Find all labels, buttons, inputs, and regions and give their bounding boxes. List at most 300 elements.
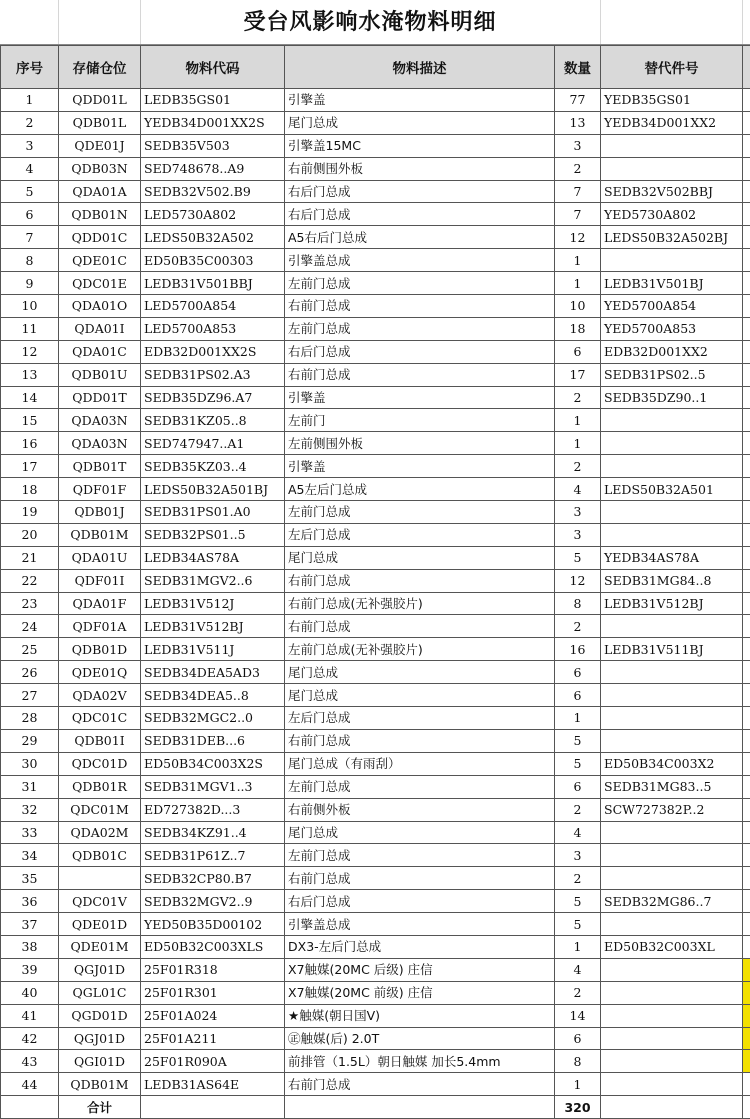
cell-code[interactable]: SEDB34DEA5AD3 [141,661,285,684]
cell-alt-part[interactable]: SEDB31MG84..8 [601,569,743,592]
cell-description[interactable]: 左前侧围外板 [285,432,555,455]
cell-description[interactable]: X7触媒(20MC 前级) 庄信 [285,981,555,1004]
cell-no[interactable]: 28 [1,707,59,730]
cell-location[interactable]: QDC01M [59,798,141,821]
cell-description[interactable]: 左前门 [285,409,555,432]
cell-quantity[interactable]: 12 [555,569,601,592]
cell-no[interactable]: 9 [1,272,59,295]
cell-no[interactable]: 10 [1,295,59,318]
cell-description[interactable]: 右前侧外板 [285,798,555,821]
cell-code[interactable]: YEDB34D001XX2S [141,111,285,134]
cell-quantity[interactable]: 2 [555,867,601,890]
cell-no[interactable]: 6 [1,203,59,226]
cell-no[interactable]: 8 [1,249,59,272]
cell-edge [743,226,750,249]
header-code[interactable]: 物料代码 [141,46,285,89]
cell-edge [743,363,750,386]
cell-no[interactable]: 5 [1,180,59,203]
cell-code[interactable]: SEDB31MGV1..3 [141,775,285,798]
cell-code[interactable]: LEDB31V512J [141,592,285,615]
cell-description[interactable]: 尾门总成 [285,821,555,844]
table-row [1,134,750,157]
cell-description[interactable]: 左前门总成 [285,775,555,798]
cell-alt-part[interactable]: LEDB31V501BJ [601,272,743,295]
total-cell-no[interactable] [1,1096,59,1119]
cell-description[interactable]: 尾门总成（有雨刮） [285,752,555,775]
cell-description[interactable]: 右前侧围外板 [285,157,555,180]
cell-quantity[interactable]: 5 [555,752,601,775]
cell-description[interactable]: 左前门总成 [285,501,555,524]
cell-location[interactable]: QDC01D [59,752,141,775]
cell-description[interactable]: 左后门总成 [285,523,555,546]
cell-alt-part[interactable]: YED5700A853 [601,317,743,340]
cell-quantity[interactable]: 1 [555,935,601,958]
cell-quantity[interactable]: 7 [555,180,601,203]
cell-description[interactable]: 右前门总成 [285,363,555,386]
cell-description[interactable]: 尾门总成 [285,684,555,707]
cell-location[interactable]: QDB01J [59,501,141,524]
cell-alt-part[interactable]: LEDB31V511BJ [601,638,743,661]
cell-description[interactable]: ★触媒(朝日国V) [285,1004,555,1027]
header-quantity[interactable]: 数量 [555,46,601,89]
cell-alt-part[interactable]: SEDB31PS02..5 [601,363,743,386]
cell-alt-part[interactable] [601,455,743,478]
cell-location[interactable]: QDB01R [59,775,141,798]
cell-location[interactable]: QDA02V [59,684,141,707]
table-row [1,546,750,569]
cell-alt-part[interactable]: EDB32D001XX2 [601,340,743,363]
cell-alt-part[interactable]: ED50B32C003XL [601,935,743,958]
cell-no[interactable]: 30 [1,752,59,775]
cell-location[interactable]: QDB01M [59,523,141,546]
cell-no[interactable]: 17 [1,455,59,478]
cell-alt-part[interactable]: YED5700A854 [601,295,743,318]
cell-location[interactable]: QDB01N [59,203,141,226]
cell-location[interactable]: QDB03N [59,157,141,180]
cell-code[interactable]: 25F01R301 [141,981,285,1004]
cell-alt-part[interactable]: SEDB32V502BBJ [601,180,743,203]
cell-code[interactable]: EDB32D001XX2S [141,340,285,363]
table-row [1,249,750,272]
cell-quantity[interactable]: 2 [555,981,601,1004]
cell-description[interactable]: 左前门总成 [285,317,555,340]
cell-code[interactable]: SEDB31KZ05..8 [141,409,285,432]
cell-location[interactable]: QDC01C [59,707,141,730]
cell-alt-part[interactable] [601,958,743,981]
cell-alt-part[interactable]: LEDS50B32A501 [601,478,743,501]
cell-code[interactable]: 25F01R090A [141,1050,285,1073]
cell-no[interactable]: 13 [1,363,59,386]
cell-location[interactable]: QDB01L [59,111,141,134]
cell-code[interactable]: SED748678..A9 [141,157,285,180]
cell-no[interactable]: 31 [1,775,59,798]
cell-no[interactable]: 15 [1,409,59,432]
cell-quantity[interactable]: 5 [555,729,601,752]
cell-code[interactable]: SEDB35DZ96.A7 [141,386,285,409]
table-row [1,798,750,821]
cell-edge [743,546,750,569]
cell-alt-part[interactable] [601,1050,743,1073]
cell-location[interactable]: QGL01C [59,981,141,1004]
cell-no[interactable]: 26 [1,661,59,684]
cell-quantity[interactable]: 6 [555,340,601,363]
cell-location[interactable]: QDA02M [59,821,141,844]
cell-alt-part[interactable] [601,615,743,638]
cell-quantity[interactable]: 2 [555,615,601,638]
cell-edge [743,409,750,432]
cell-description[interactable]: 前排管（1.5L）朝日触媒 加长5.4mm [285,1050,555,1073]
cell-no[interactable]: 27 [1,684,59,707]
cell-no[interactable]: 32 [1,798,59,821]
cell-code[interactable]: SEDB32MGC2..0 [141,707,285,730]
cell-location[interactable]: QDD01T [59,386,141,409]
cell-description[interactable]: 引擎盖总成 [285,249,555,272]
cell-no[interactable]: 38 [1,935,59,958]
cell-quantity[interactable]: 2 [555,455,601,478]
cell-alt-part[interactable] [601,981,743,1004]
cell-alt-part[interactable]: SCW727382P..2 [601,798,743,821]
cell-location[interactable] [59,867,141,890]
cell-code[interactable]: SEDB31PS02.A3 [141,363,285,386]
cell-alt-part[interactable] [601,157,743,180]
cell-code[interactable]: SEDB31PS01.A0 [141,501,285,524]
cell-alt-part[interactable] [601,661,743,684]
cell-quantity[interactable]: 3 [555,134,601,157]
total-cell-desc[interactable] [285,1096,555,1119]
cell-location[interactable]: QDC01V [59,890,141,913]
cell-alt-part[interactable]: YEDB35GS01 [601,89,743,112]
cell-quantity[interactable]: 1 [555,409,601,432]
cell-location[interactable]: QDB01T [59,455,141,478]
cell-description[interactable]: 左前门总成(无补强胶片) [285,638,555,661]
cell-alt-part[interactable] [601,1027,743,1050]
cell-no[interactable]: 40 [1,981,59,1004]
total-cell-alt[interactable] [601,1096,743,1119]
cell-code[interactable]: SEDB31P61Z..7 [141,844,285,867]
cell-no[interactable]: 37 [1,913,59,936]
cell-location[interactable]: QDE01Q [59,661,141,684]
cell-code[interactable]: ED50B32C003XLS [141,935,285,958]
cell-alt-part[interactable] [601,501,743,524]
cell-quantity[interactable]: 77 [555,89,601,112]
table-row [1,295,750,318]
cell-alt-part[interactable] [601,684,743,707]
cell-location[interactable]: QDE01D [59,913,141,936]
cell-description[interactable]: 引擎盖 [285,455,555,478]
cell-location[interactable]: QDC01E [59,272,141,295]
cell-alt-part[interactable]: SEDB31MG83..5 [601,775,743,798]
cell-quantity[interactable]: 2 [555,798,601,821]
cell-location[interactable]: QDB01I [59,729,141,752]
cell-code[interactable]: SEDB35KZ03..4 [141,455,285,478]
cell-location[interactable]: QDA01C [59,340,141,363]
cell-quantity[interactable]: 6 [555,1027,601,1050]
cell-quantity[interactable]: 2 [555,157,601,180]
cell-code[interactable]: SEDB32CP80.B7 [141,867,285,890]
cell-alt-part[interactable] [601,844,743,867]
cell-code[interactable]: ED727382D...3 [141,798,285,821]
cell-alt-part[interactable] [601,409,743,432]
cell-alt-part[interactable] [601,432,743,455]
cell-quantity[interactable]: 1 [555,432,601,455]
cell-alt-part[interactable] [601,523,743,546]
cell-quantity[interactable]: 5 [555,913,601,936]
cell-code[interactable]: LEDB31V501BBJ [141,272,285,295]
cell-no[interactable]: 41 [1,1004,59,1027]
cell-code[interactable]: LEDB31V511J [141,638,285,661]
cell-no[interactable]: 25 [1,638,59,661]
cell-alt-part[interactable] [601,1073,743,1096]
cell-quantity[interactable]: 5 [555,546,601,569]
cell-description[interactable]: 左前门总成 [285,272,555,295]
cell-description[interactable]: X7触媒(20MC 后级) 庄信 [285,958,555,981]
cell-location[interactable]: QDB01D [59,638,141,661]
cell-edge [743,958,750,981]
table-row [1,363,750,386]
cell-no[interactable]: 12 [1,340,59,363]
cell-code[interactable]: SEDB34KZ91..4 [141,821,285,844]
table-row [1,569,750,592]
cell-quantity[interactable]: 14 [555,1004,601,1027]
table-row [1,661,750,684]
cell-edge [743,295,750,318]
cell-location[interactable]: QDF01A [59,615,141,638]
cell-description[interactable]: 引擎盖总成 [285,913,555,936]
cell-quantity[interactable]: 13 [555,111,601,134]
cell-quantity[interactable]: 4 [555,958,601,981]
cell-quantity[interactable]: 2 [555,386,601,409]
cell-code[interactable]: SEDB32PS01..5 [141,523,285,546]
cell-no[interactable]: 36 [1,890,59,913]
cell-description[interactable]: 左后门总成 [285,707,555,730]
cell-alt-part[interactable]: LEDB31V512BJ [601,592,743,615]
cell-description[interactable]: DX3-左后门总成 [285,935,555,958]
cell-location[interactable]: QDA01U [59,546,141,569]
cell-description[interactable]: A5右后门总成 [285,226,555,249]
cell-quantity[interactable]: 12 [555,226,601,249]
cell-no[interactable]: 2 [1,111,59,134]
cell-description[interactable]: 右前门总成(无补强胶片) [285,592,555,615]
cell-description[interactable]: 尾门总成 [285,661,555,684]
cell-edge [743,775,750,798]
cell-location[interactable]: QDA01F [59,592,141,615]
cell-quantity[interactable]: 8 [555,592,601,615]
cell-code[interactable]: LEDB31AS64E [141,1073,285,1096]
cell-no[interactable]: 35 [1,867,59,890]
cell-no[interactable]: 18 [1,478,59,501]
total-cell-code[interactable] [141,1096,285,1119]
cell-no[interactable]: 33 [1,821,59,844]
cell-no[interactable]: 14 [1,386,59,409]
cell-no[interactable]: 29 [1,729,59,752]
cell-no[interactable]: 34 [1,844,59,867]
cell-code[interactable]: ED50B35C00303 [141,249,285,272]
table-row [1,272,750,295]
cell-quantity[interactable]: 3 [555,844,601,867]
cell-description[interactable]: 左前门总成 [285,844,555,867]
cell-code[interactable]: SEDB34DEA5..8 [141,684,285,707]
cell-quantity[interactable]: 4 [555,478,601,501]
cell-location[interactable]: QDE01J [59,134,141,157]
cell-no[interactable]: 23 [1,592,59,615]
cell-no[interactable]: 42 [1,1027,59,1050]
cell-no[interactable]: 16 [1,432,59,455]
header-alt-part[interactable]: 替代件号 [601,46,743,89]
cell-code[interactable]: LEDS50B32A501BJ [141,478,285,501]
cell-location[interactable]: QDB01C [59,844,141,867]
header-description[interactable]: 物料描述 [285,46,555,89]
cell-description[interactable]: 右后门总成 [285,890,555,913]
cell-location[interactable]: QDD01L [59,89,141,112]
cell-no[interactable]: 4 [1,157,59,180]
cell-description[interactable]: ㊣触媒(后) 2.0T [285,1027,555,1050]
cell-location[interactable]: QGJ01D [59,958,141,981]
cell-quantity[interactable]: 1 [555,249,601,272]
cell-location[interactable]: QGD01D [59,1004,141,1027]
cell-alt-part[interactable]: YED5730A802 [601,203,743,226]
cell-description[interactable]: 右前门总成 [285,1073,555,1096]
cell-code[interactable]: SEDB32MGV2..9 [141,890,285,913]
cell-alt-part[interactable]: YEDB34D001XX2 [601,111,743,134]
cell-alt-part[interactable]: ED50B34C003X2 [601,752,743,775]
cell-alt-part[interactable] [601,134,743,157]
cell-location[interactable]: QDA03N [59,409,141,432]
cell-quantity[interactable]: 3 [555,523,601,546]
cell-quantity[interactable]: 3 [555,501,601,524]
cell-description[interactable]: 右后门总成 [285,340,555,363]
cell-code[interactable]: SEDB31DEB...6 [141,729,285,752]
cell-quantity[interactable]: 1 [555,1073,601,1096]
cell-location[interactable]: QDB01M [59,1073,141,1096]
cell-quantity[interactable]: 7 [555,203,601,226]
cell-location[interactable]: QDA01I [59,317,141,340]
total-cell-edge [743,1096,750,1119]
cell-quantity[interactable]: 4 [555,821,601,844]
cell-no[interactable]: 19 [1,501,59,524]
cell-no[interactable]: 21 [1,546,59,569]
total-label[interactable]: 合计 [59,1096,141,1119]
cell-no[interactable]: 43 [1,1050,59,1073]
total-quantity[interactable]: 320 [555,1096,601,1119]
cell-location[interactable]: QDD01C [59,226,141,249]
cell-description[interactable]: 引擎盖 [285,386,555,409]
cell-location[interactable]: QDA03N [59,432,141,455]
cell-code[interactable]: YED50B35D00102 [141,913,285,936]
cell-code[interactable]: LED5700A853 [141,317,285,340]
cell-description[interactable]: 右后门总成 [285,180,555,203]
cell-alt-part[interactable]: YEDB34AS78A [601,546,743,569]
table-row [1,386,750,409]
cell-description[interactable]: A5左后门总成 [285,478,555,501]
cell-quantity[interactable]: 6 [555,684,601,707]
cell-location[interactable]: QDE01M [59,935,141,958]
cell-code[interactable]: SEDB35V503 [141,134,285,157]
cell-quantity[interactable]: 6 [555,661,601,684]
cell-edge [743,935,750,958]
cell-code[interactable]: 25F01A211 [141,1027,285,1050]
cell-code[interactable]: LEDB35GS01 [141,89,285,112]
cell-description[interactable]: 右后门总成 [285,203,555,226]
cell-quantity[interactable]: 10 [555,295,601,318]
cell-code[interactable]: SEDB32V502.B9 [141,180,285,203]
cell-no[interactable]: 3 [1,134,59,157]
cell-code[interactable]: LEDS50B32A502 [141,226,285,249]
cell-alt-part[interactable] [601,913,743,936]
cell-description[interactable]: 右前门总成 [285,295,555,318]
cell-quantity[interactable]: 6 [555,775,601,798]
cell-quantity[interactable]: 17 [555,363,601,386]
header-no[interactable]: 序号 [1,46,59,89]
cell-quantity[interactable]: 5 [555,890,601,913]
cell-location[interactable]: QDB01U [59,363,141,386]
cell-code[interactable]: SED747947..A1 [141,432,285,455]
cell-location[interactable]: QDF01I [59,569,141,592]
cell-code[interactable]: LED5700A854 [141,295,285,318]
cell-code[interactable]: LEDB31V512BJ [141,615,285,638]
cell-no[interactable]: 22 [1,569,59,592]
cell-quantity[interactable]: 1 [555,272,601,295]
cell-alt-part[interactable] [601,1004,743,1027]
cell-edge [743,89,750,112]
table-row [1,501,750,524]
cell-description[interactable]: 引擎盖15MC [285,134,555,157]
cell-edge [743,523,750,546]
cell-code[interactable]: SEDB31MGV2..6 [141,569,285,592]
cell-alt-part[interactable]: SEDB32MG86..7 [601,890,743,913]
cell-description[interactable]: 右前门总成 [285,867,555,890]
cell-location[interactable]: QDF01F [59,478,141,501]
cell-no[interactable]: 44 [1,1073,59,1096]
table-row [1,867,750,890]
cell-description[interactable]: 尾门总成 [285,546,555,569]
cell-alt-part[interactable] [601,249,743,272]
cell-quantity[interactable]: 8 [555,1050,601,1073]
cell-no[interactable]: 20 [1,523,59,546]
cell-code[interactable]: 25F01R318 [141,958,285,981]
cell-location[interactable]: QDA01A [59,180,141,203]
cell-description[interactable]: 引擎盖 [285,89,555,112]
cell-no[interactable]: 11 [1,317,59,340]
cell-code[interactable]: LED5730A802 [141,203,285,226]
cell-no[interactable]: 39 [1,958,59,981]
cell-alt-part[interactable]: LEDS50B32A502BJ [601,226,743,249]
table-row [1,203,750,226]
cell-quantity[interactable]: 16 [555,638,601,661]
cell-location[interactable]: QGI01D [59,1050,141,1073]
cell-description[interactable]: 右前门总成 [285,615,555,638]
cell-location[interactable]: QGJ01D [59,1027,141,1050]
cell-quantity[interactable]: 1 [555,707,601,730]
cell-code[interactable]: 25F01A024 [141,1004,285,1027]
cell-code[interactable]: LEDB34AS78A [141,546,285,569]
cell-location[interactable]: QDA01O [59,295,141,318]
cell-no[interactable]: 1 [1,89,59,112]
cell-alt-part[interactable] [601,707,743,730]
header-location[interactable]: 存储仓位 [59,46,141,89]
cell-location[interactable]: QDE01C [59,249,141,272]
cell-alt-part[interactable] [601,821,743,844]
cell-description[interactable]: 尾门总成 [285,111,555,134]
cell-description[interactable]: 右前门总成 [285,569,555,592]
cell-no[interactable]: 7 [1,226,59,249]
cell-code[interactable]: ED50B34C003X2S [141,752,285,775]
cell-no[interactable]: 24 [1,615,59,638]
cell-alt-part[interactable]: SEDB35DZ90..1 [601,386,743,409]
cell-description[interactable]: 右前门总成 [285,729,555,752]
cell-alt-part[interactable] [601,867,743,890]
cell-alt-part[interactable] [601,729,743,752]
cell-quantity[interactable]: 18 [555,317,601,340]
